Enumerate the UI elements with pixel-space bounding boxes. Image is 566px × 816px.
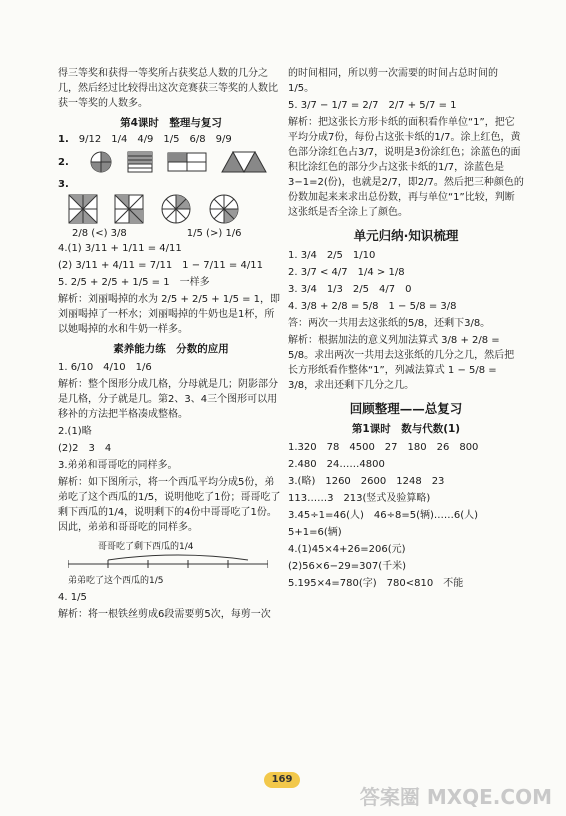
r5-answer: 5. 3/7 − 1/7 = 2/7 2/7 + 5/7 = 1 bbox=[288, 100, 457, 111]
n5-answer-cont: (2)56×6−29=307(千米) bbox=[288, 561, 407, 572]
compare-1-right: 3/8 bbox=[110, 228, 127, 239]
n1-answer: 1.320 78 4500 27 180 26 800 bbox=[288, 442, 479, 453]
n2-answer: 2.480 24……4800 bbox=[288, 459, 385, 470]
lesson-4-title: 第4课时 整理与复习 bbox=[120, 117, 222, 129]
compare-2-left: 1/5 bbox=[186, 228, 203, 239]
stripes-figure bbox=[127, 151, 153, 173]
square-figure-2 bbox=[114, 194, 144, 224]
s4-explanation: 解析：将一根铁丝剪成6段需要剪5次，每剪一次 bbox=[58, 609, 271, 620]
q4-part2: (2) 3/11 + 4/11 = 7/11 1 − 7/11 = 4/11 bbox=[58, 260, 263, 271]
lesson-1-title: 第1课时 数与代数(1) bbox=[351, 423, 461, 435]
u3-answer: 3. 3/4 1/3 2/5 4/7 0 bbox=[288, 284, 412, 295]
s1-explanation: 解析：整个图形分成几格，分母就是几；阴影部分是几格，分子就是几。第2、3、4三个图形可以用移补的方法把半格凑成整格。 bbox=[58, 379, 278, 420]
u4-explanation: 解析：根据加法的意义列加法算式 3/8 + 2/8 = 5/8。求出两次一共用去这张纸的几分之几，然后把长方形纸看作整体“1”，列减法算式 1 − 5/8 = 3/8，求出还剩下几分之几。 bbox=[288, 335, 515, 391]
s1-answer: 1. 6/10 4/10 1/6 bbox=[58, 362, 152, 373]
u4-answer: 4. 3/8 + 2/8 = 5/8 1 − 5/8 = 3/8 bbox=[288, 301, 457, 312]
s2-part2: (2)2 3 4 bbox=[58, 443, 112, 454]
q1-frac-4: 1/5 bbox=[163, 134, 180, 145]
n6-answer: 5.195×4=780(字) 780<810 不能 bbox=[288, 578, 464, 589]
r0-continuation: 的时间相同，所以剪一次需要的时间占总时间的1/5。 bbox=[288, 68, 498, 94]
n4-answer: 3.45÷1=46(人) 46÷8=5(辆)……6(人) bbox=[288, 510, 479, 521]
q5-explanation: 解析：刘丽喝掉的水为 2/5 + 2/5 + 1/5 = 1，即刘丽喝掉了一杯水；刘丽喝掉的牛奶也是1杯，所以她喝掉的水和牛奶一样多。 bbox=[58, 294, 281, 335]
left-column bbox=[58, 66, 284, 624]
compare-1: 2/8 (<) 3/8 bbox=[72, 228, 127, 239]
intro-text: 得三等奖和获得一等奖所占获奖总人数的几分之几，然后经过比较得出这次竞赛获三等奖的人数比获一等奖的人数多。 bbox=[58, 68, 278, 109]
q2-number: 2. bbox=[58, 156, 69, 168]
watermark: 答案圈 MXQE.COM bbox=[359, 785, 552, 809]
pie-figure-1 bbox=[160, 193, 192, 225]
pie-figure-2 bbox=[208, 193, 240, 225]
q1-frac-5: 6/8 bbox=[189, 134, 206, 145]
s4-answer: 4. 1/5 bbox=[58, 592, 87, 603]
compare-2-right: 1/6 bbox=[225, 228, 242, 239]
u2-answer: 2. 3/7 < 4/7 1/4 > 1/8 bbox=[288, 267, 405, 278]
diagram-top-label: 哥哥吃了剩下西瓜的1/4 bbox=[98, 542, 194, 552]
q5-answer: 5. 2/5 + 2/5 + 1/5 = 1 一样多 bbox=[58, 277, 210, 288]
q3-number: 3. bbox=[58, 179, 69, 190]
q1-frac-3: 4/9 bbox=[137, 134, 154, 145]
rectangle-figure bbox=[167, 152, 207, 172]
u4-conclusion: 答：两次一共用去这张纸的5/8，还剩下3/8。 bbox=[288, 318, 491, 329]
s2-part1: 2.(1)略 bbox=[58, 426, 92, 437]
n4-answer-cont: 5+1=6(辆) bbox=[288, 527, 342, 538]
q1-row bbox=[58, 134, 284, 145]
compare-2-op: > bbox=[209, 228, 219, 239]
watermelon-diagram bbox=[68, 539, 284, 586]
u1-answer: 1. 3/4 2/5 1/10 bbox=[288, 250, 376, 261]
n5-answer: 4.(1)45×4+26=206(元) bbox=[288, 544, 406, 555]
compare-1-left: 2/8 bbox=[72, 228, 89, 239]
square-figure-1 bbox=[68, 194, 98, 224]
q3-compare-row bbox=[72, 228, 284, 239]
compare-2: 1/5 (>) 1/6 bbox=[186, 228, 242, 239]
compare-1-op: < bbox=[95, 228, 104, 239]
review-title: 回顾整理——总复习 bbox=[349, 401, 463, 416]
q3-row bbox=[58, 179, 284, 190]
q2-figures bbox=[89, 150, 267, 174]
q4-part1: 4.(1) 3/11 + 1/11 = 4/11 bbox=[58, 243, 182, 254]
segment-bar bbox=[68, 552, 268, 570]
s3-explanation: 解析：如下图所示，将一个西瓜平均分成5份，弟弟吃了这个西瓜的1/5，说明他吃了1份；哥哥吃了剩下西瓜的1/4，说明剩下的4份中哥哥吃了1份。因此，弟弟和哥哥吃的同样多。 bbox=[58, 477, 281, 533]
q2-row bbox=[58, 147, 284, 177]
page-number: 169 bbox=[264, 772, 300, 788]
n3-answer: 3.(略) 1260 2600 1248 23 bbox=[288, 476, 445, 487]
triangles-figure bbox=[221, 151, 267, 173]
n3-answer-cont: 113……3 213(竖式及验算略) bbox=[288, 493, 431, 504]
q1-frac-2: 1/4 bbox=[111, 134, 128, 145]
q1-number: 1. bbox=[58, 134, 69, 145]
q1-frac-1: 9/12 bbox=[78, 134, 102, 145]
q1-frac-6: 9/9 bbox=[215, 134, 232, 145]
circle-figure bbox=[89, 150, 113, 174]
right-column bbox=[288, 66, 524, 593]
subsection-title: 素养能力练 分数的应用 bbox=[113, 343, 229, 355]
unit-summary-title: 单元归纳·知识梳理 bbox=[353, 228, 459, 243]
q3-figures bbox=[68, 193, 284, 225]
s3-answer: 3.弟弟和哥哥吃的同样多。 bbox=[58, 460, 178, 471]
r5-explanation: 解析：把这张长方形卡纸的面积看作单位“1”，把它平均分成7份，每份占这张卡纸的1/7。涂上红色，黄色部分涂红色占3/7，说明是3份涂红色；涂蓝色的面积比涂红色的部分少占这张卡纸的1/7，涂蓝色是3−1=2(份)，也就是2/7，即2/7。然后把三种颜色的份数加起来来求出总份数，再与单位“1”比较，判断这张纸是否全涂上了颜色。 bbox=[288, 117, 524, 218]
diagram-bottom-label: 弟弟吃了这个西瓜的1/5 bbox=[68, 576, 164, 586]
